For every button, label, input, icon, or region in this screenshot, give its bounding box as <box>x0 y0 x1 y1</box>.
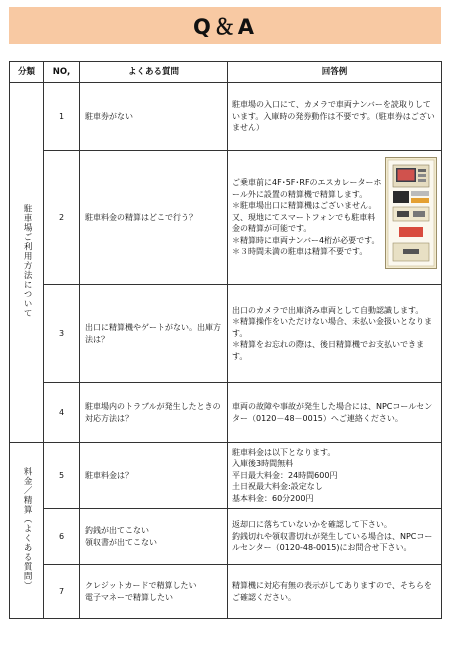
row-number: 2 <box>44 151 80 285</box>
question-text: 駐車料金の精算はどこで行う？ <box>85 212 197 222</box>
answer-text: 返却口に落ちていないかを確認して下さい。 <box>232 520 392 530</box>
answer-cell <box>228 151 442 285</box>
answer-text: 出口のカメラで出庫済み車両として自動認識します。 <box>232 305 424 315</box>
answer-text: 平日最大料金：24時間600円 <box>232 470 338 480</box>
table-row <box>10 383 442 443</box>
header-row <box>10 62 442 83</box>
question-text: 出口に精算機やゲートがない。出庫方法は？ <box>85 322 221 344</box>
question-cell <box>80 151 228 285</box>
question-text: 駐車料金は？ <box>85 470 133 480</box>
answer-text: ご乗車前に4F･5F･RFのエスカレーターホール外に設置の精算機で精算します。 <box>232 177 382 199</box>
answer-cell <box>228 509 442 565</box>
table-row <box>10 285 442 383</box>
answer-cell <box>228 285 442 383</box>
answer-text: 精算機に対応有無の表示がしてありますので、そちらをご確認ください。 <box>232 580 432 602</box>
header-answer: 回答例 <box>228 62 442 83</box>
question-cell <box>80 83 228 151</box>
row-number: 3 <box>44 285 80 383</box>
answer-text: 土日祝最大料金:設定なし <box>232 482 323 492</box>
page-title: Q＆A <box>192 14 258 39</box>
row-number: 7 <box>44 565 80 619</box>
header-category: 分類 <box>10 62 44 83</box>
answer-text: ＊駐車場出口に精算機はございません。 <box>232 201 377 211</box>
question-cell <box>80 443 228 509</box>
question-text: 釣銭が出てこない <box>85 525 149 535</box>
question-text: 駐車場内のトラブルが発生したときの対応方法は？ <box>85 401 221 423</box>
answer-text: 駐車場の入口にて、カメラで車両ナンバーを読取りしています。入庫時の発券動作は不要です。（駐車券はございません） <box>232 100 435 133</box>
answer-cell <box>228 443 442 509</box>
answer-text: 車両の故障や事故が発生した場合には、NPCコールセンター（0120－48－0015）へご連絡ください。 <box>232 401 433 423</box>
title-banner <box>9 7 441 44</box>
table-row <box>10 565 442 619</box>
payment-machine-image <box>385 157 437 269</box>
category-fees <box>10 443 44 619</box>
answer-text: ＊精算操作をいただけない場合、未払い金扱いとなります。 <box>232 317 432 338</box>
answer-cell <box>228 565 442 619</box>
category-label: 駐車場ご利用方法について <box>22 203 33 318</box>
answer-text: 又、現地にてスマートフォンでも駐車料金の精算が可能です。 <box>232 212 376 234</box>
question-cell <box>80 509 228 565</box>
category-usage <box>10 83 44 443</box>
table-row <box>10 151 442 285</box>
table-row <box>10 509 442 565</box>
answer-text: 基本料金：60分200円 <box>232 493 314 503</box>
table-row <box>10 443 442 509</box>
question-cell <box>80 565 228 619</box>
category-label: 料金／精算（よくある質問） <box>22 466 33 591</box>
row-number: 5 <box>44 443 80 509</box>
answer-text: 釣銭切れや領収書切れが発生している場合は、NPCコールセンター（0120-48-0015)にお問合せ下さい。 <box>232 531 433 553</box>
answer-text: ＊３時間未満の駐車は精算不要です。 <box>232 247 368 257</box>
row-number: 1 <box>44 83 80 151</box>
question-cell <box>80 285 228 383</box>
answer-text: 駐車料金は以下となります。 <box>232 447 336 457</box>
row-number: 6 <box>44 509 80 565</box>
question-text: 領収書が出てこない <box>85 537 157 547</box>
header-question: よくある質問 <box>80 62 228 83</box>
header-no: NO, <box>44 62 80 83</box>
answer-cell <box>228 383 442 443</box>
qa-table <box>9 61 442 619</box>
answer-text: ＊精算をお忘れの際は、後日精算機でお支払いできます。 <box>232 340 424 361</box>
table-row <box>10 83 442 151</box>
question-cell <box>80 383 228 443</box>
answer-cell <box>228 83 442 151</box>
question-text: 電子マネーで精算したい <box>85 592 173 602</box>
answer-text: ＊精算時に車両ナンバー4桁が必要です。 <box>232 235 380 245</box>
question-text: 駐車券がない <box>85 111 133 121</box>
answer-text: 入庫後3時間無料 <box>232 459 294 469</box>
question-text: クレジットカードで精算したい <box>85 580 197 590</box>
row-number: 4 <box>44 383 80 443</box>
